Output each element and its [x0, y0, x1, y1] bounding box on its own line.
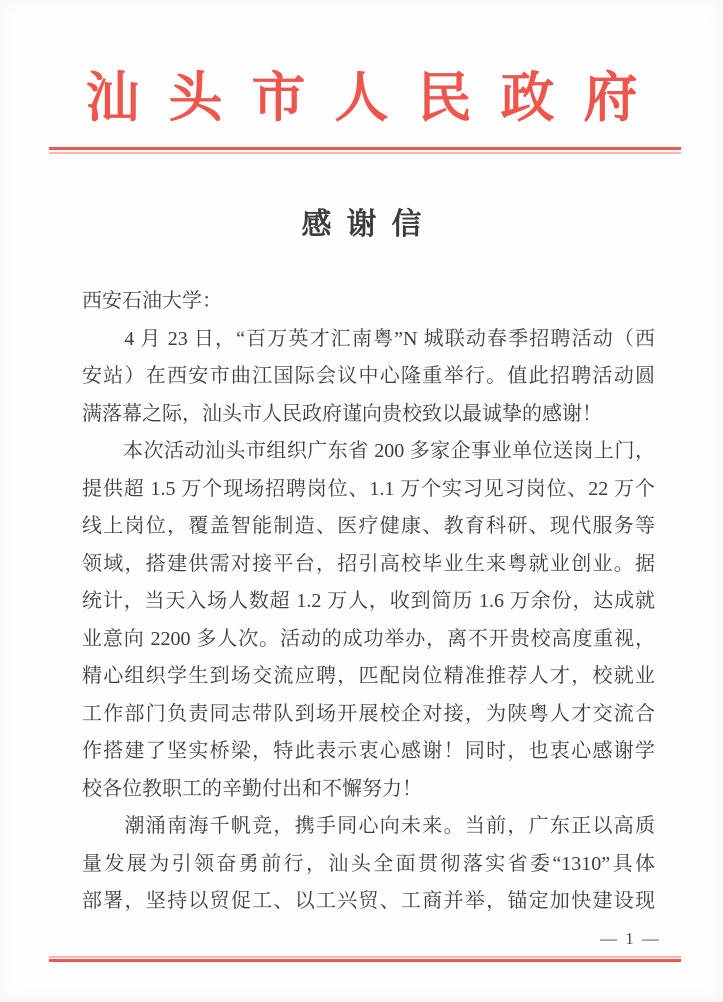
header-separator-line-echo — [49, 152, 681, 154]
letterhead-title: 汕头市人民政府 — [85, 68, 667, 128]
body-line: 西安石油大学： — [82, 290, 222, 312]
body-line: 安站）在西安市曲江国际会议中心隆重举行。值此招聘活动圆 — [82, 365, 655, 387]
body-line: 线上岗位，覆盖智能制造、医疗健康、教育科研、现代服务等 — [82, 515, 655, 537]
body-line: 业意向 2200 多人次。活动的成功举办，离不开贵校高度重视， — [82, 627, 655, 650]
body-line: 工作部门负责同志带队到场开展校企对接，为陕粤人才交流合 — [82, 702, 655, 725]
body-line: 提供超 1.5 万个现场招聘岗位、1.1 万个实习见习岗位、22 万个 — [82, 477, 655, 500]
body-line: 作搭建了坚实桥梁，特此表示衷心感谢！同时，也衷心感谢学 — [82, 740, 655, 762]
body-line: 4 月 23 日，“百万英才汇南粤”N 城联动春季招聘活动（西 — [82, 327, 655, 350]
body-line: 统计，当天入场人数超 1.2 万人，收到简历 1.6 万余份，达成就 — [82, 590, 655, 612]
letter-title: 感谢信 — [301, 208, 437, 241]
header-separator-line — [49, 147, 681, 150]
body-line: 精心组织学生到场交流应聘，匹配岗位精准推荐人才，校就业 — [82, 665, 655, 687]
page-number: — 1 — — [600, 929, 661, 948]
body-line: 领域，搭建供需对接平台，招引高校毕业生来粤就业创业。据 — [82, 552, 655, 575]
letter-body — [82, 283, 655, 921]
footer-separator-line-echo — [49, 956, 681, 958]
body-line: 量发展为引领奋勇前行，汕头全面贯彻落实省委“1310”具体 — [82, 852, 655, 875]
body-line: 校各位教职工的辛勤付出和不懈努力！ — [82, 777, 422, 800]
body-line: 部署，坚持以贸促工、以工兴贸、工商并举，锚定加快建设现 — [82, 890, 655, 912]
body-line: 满落幕之际，汕头市人民政府谨向贵校致以最诚挚的感谢！ — [82, 402, 602, 425]
footer-separator-line — [49, 959, 681, 962]
body-line: 本次活动汕头市组织广东省 200 多家企事业单位送岗上门， — [82, 440, 655, 462]
body-line: 潮涌南海千帆竞，携手同心向未来。当前，广东正以高质 — [82, 815, 655, 837]
